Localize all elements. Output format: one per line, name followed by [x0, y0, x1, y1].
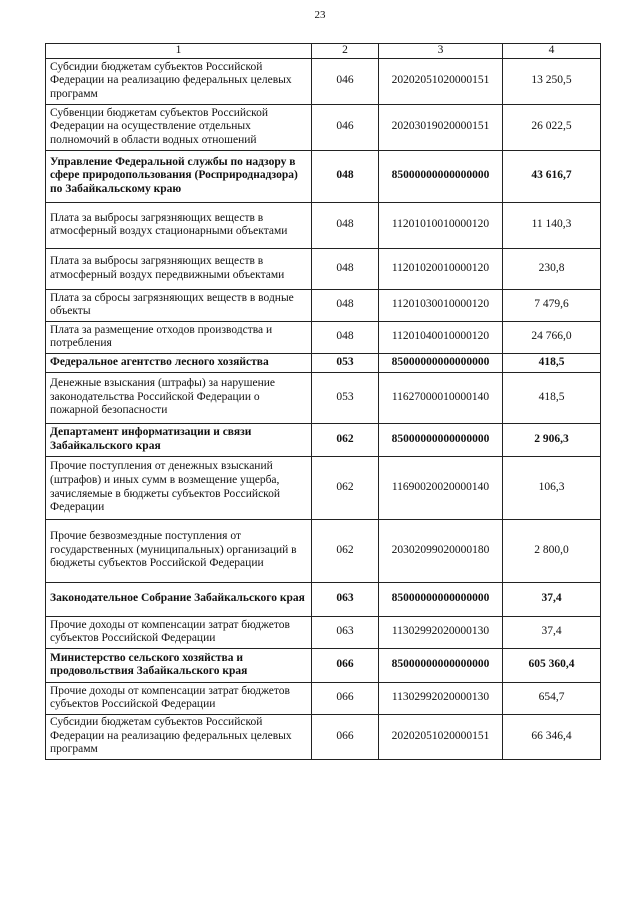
row-amount-cell: 66 346,4: [503, 714, 601, 759]
row-budget-code-cell: 85000000000000000: [379, 423, 503, 456]
row-amount-cell: 43 616,7: [503, 150, 601, 202]
row-name-cell: Министерство сельского хозяйства и продовольствия Забайкальского края: [46, 648, 312, 682]
row-admin-code-cell: 046: [312, 58, 379, 104]
table-row-group: [46, 582, 601, 616]
row-amount-cell: 230,8: [503, 248, 601, 289]
header-col-3: 3: [379, 44, 503, 59]
row-admin-code-cell: 048: [312, 150, 379, 202]
row-name-cell: Департамент информатизации и связи Забайкальского края: [46, 423, 312, 456]
row-name-cell: Субсидии бюджетам субъектов Российской Федерации на реализацию федеральных целевых программ: [46, 58, 312, 104]
table-row: [46, 372, 601, 423]
row-amount-cell: 2 800,0: [503, 519, 601, 582]
row-name-cell: Плата за выбросы загрязняющих веществ в атмосферный воздух передвижными объектами: [46, 248, 312, 289]
table-row: [46, 104, 601, 150]
row-name-cell: Прочие доходы от компенсации затрат бюджетов субъектов Российской Федерации: [46, 616, 312, 648]
row-admin-code-cell: 048: [312, 248, 379, 289]
row-admin-code-cell: 063: [312, 616, 379, 648]
row-name-cell: Законодательное Собрание Забайкальского края: [46, 582, 312, 616]
row-amount-cell: 418,5: [503, 353, 601, 372]
row-admin-code-cell: 066: [312, 648, 379, 682]
row-admin-code-cell: 062: [312, 519, 379, 582]
row-name-cell: Субвенции бюджетам субъектов Российской Федерации на осуществление отдельных полномочий в области водных отношений: [46, 104, 312, 150]
row-admin-code-cell: 066: [312, 714, 379, 759]
row-admin-code-cell: 053: [312, 353, 379, 372]
row-amount-cell: 2 906,3: [503, 423, 601, 456]
table-row: [46, 289, 601, 321]
row-budget-code-cell: 20202051020000151: [379, 714, 503, 759]
row-amount-cell: 26 022,5: [503, 104, 601, 150]
row-budget-code-cell: 11302992020000130: [379, 682, 503, 714]
row-amount-cell: 37,4: [503, 582, 601, 616]
row-budget-code-cell: 11302992020000130: [379, 616, 503, 648]
row-amount-cell: 13 250,5: [503, 58, 601, 104]
table-row: [46, 616, 601, 648]
row-budget-code-cell: 20203019020000151: [379, 104, 503, 150]
row-name-cell: Плата за выбросы загрязняющих веществ в атмосферный воздух стационарными объектами: [46, 202, 312, 248]
row-budget-code-cell: 85000000000000000: [379, 582, 503, 616]
row-name-cell: Денежные взыскания (штрафы) за нарушение законодательства Российской Федерации о пожарной безопасности: [46, 372, 312, 423]
row-name-cell: Федеральное агентство лесного хозяйства: [46, 353, 312, 372]
budget-table: [45, 43, 601, 760]
header-col-2: 2: [312, 44, 379, 59]
row-budget-code-cell: 11201010010000120: [379, 202, 503, 248]
row-admin-code-cell: 048: [312, 202, 379, 248]
row-name-cell: Субсидии бюджетам субъектов Российской Федерации на реализацию федеральных целевых программ: [46, 714, 312, 759]
page-number: 23: [314, 9, 326, 21]
table-row-group: [46, 423, 601, 456]
header-col-1: 1: [46, 44, 312, 59]
row-budget-code-cell: 85000000000000000: [379, 150, 503, 202]
table-header-row: [46, 44, 601, 59]
row-budget-code-cell: 85000000000000000: [379, 648, 503, 682]
table-row: [46, 321, 601, 353]
row-admin-code-cell: 062: [312, 456, 379, 519]
row-budget-code-cell: 11201020010000120: [379, 248, 503, 289]
row-amount-cell: 7 479,6: [503, 289, 601, 321]
row-amount-cell: 24 766,0: [503, 321, 601, 353]
table-row: [46, 519, 601, 582]
row-amount-cell: 418,5: [503, 372, 601, 423]
table-row: [46, 58, 601, 104]
row-budget-code-cell: 11627000010000140: [379, 372, 503, 423]
row-admin-code-cell: 063: [312, 582, 379, 616]
row-amount-cell: 605 360,4: [503, 648, 601, 682]
row-admin-code-cell: 053: [312, 372, 379, 423]
header-col-4: 4: [503, 44, 601, 59]
row-budget-code-cell: 11690020020000140: [379, 456, 503, 519]
row-name-cell: Плата за сбросы загрязняющих веществ в водные объекты: [46, 289, 312, 321]
row-budget-code-cell: 11201030010000120: [379, 289, 503, 321]
row-budget-code-cell: 11201040010000120: [379, 321, 503, 353]
row-name-cell: Управление Федеральной службы по надзору в сфере природопользования (Росприроднадзора) по Забайкальскому краю: [46, 150, 312, 202]
row-admin-code-cell: 048: [312, 289, 379, 321]
table-row-group: [46, 150, 601, 202]
table-row: [46, 248, 601, 289]
row-budget-code-cell: 20202051020000151: [379, 58, 503, 104]
row-admin-code-cell: 048: [312, 321, 379, 353]
row-name-cell: Плата за размещение отходов производства и потребления: [46, 321, 312, 353]
row-amount-cell: 654,7: [503, 682, 601, 714]
table-row-group: [46, 648, 601, 682]
row-name-cell: Прочие доходы от компенсации затрат бюджетов субъектов Российской Федерации: [46, 682, 312, 714]
table-row: [46, 682, 601, 714]
row-amount-cell: 106,3: [503, 456, 601, 519]
row-budget-code-cell: 20302099020000180: [379, 519, 503, 582]
row-amount-cell: 37,4: [503, 616, 601, 648]
table-row-group: [46, 353, 601, 372]
row-admin-code-cell: 066: [312, 682, 379, 714]
table-row: [46, 456, 601, 519]
table-row: [46, 714, 601, 759]
table-row: [46, 202, 601, 248]
row-amount-cell: 11 140,3: [503, 202, 601, 248]
row-admin-code-cell: 062: [312, 423, 379, 456]
row-admin-code-cell: 046: [312, 104, 379, 150]
row-name-cell: Прочие поступления от денежных взысканий (штрафов) и иных сумм в возмещение ущерба, зачисляемые в бюджеты субъектов Российской Федерации: [46, 456, 312, 519]
row-name-cell: Прочие безвозмездные поступления от государственных (муниципальных) организаций в бюджеты субъектов Российской Федерации: [46, 519, 312, 582]
row-budget-code-cell: 85000000000000000: [379, 353, 503, 372]
